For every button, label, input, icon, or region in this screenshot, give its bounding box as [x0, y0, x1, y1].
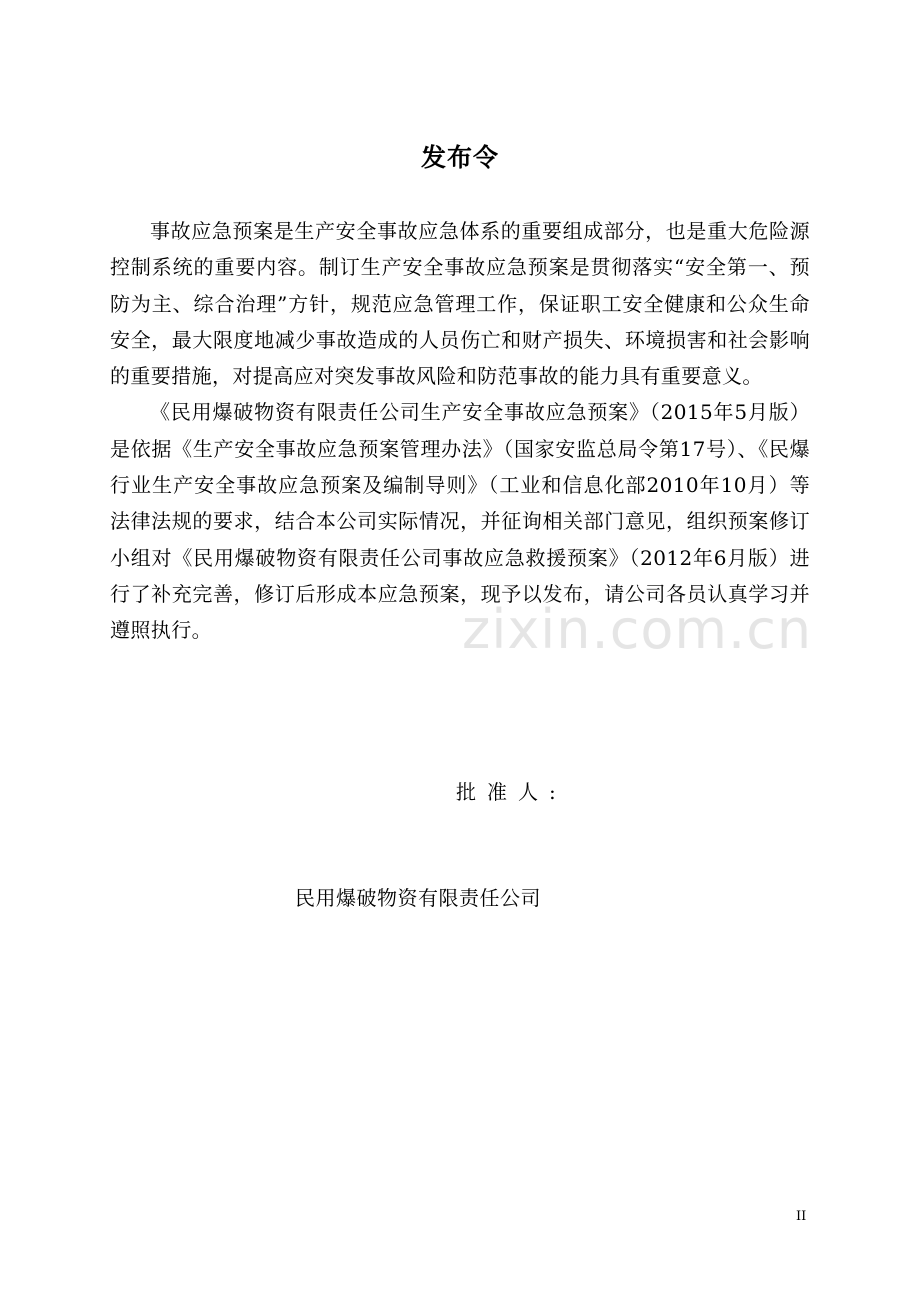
watermark-text: zixin.com.cn	[462, 598, 813, 661]
paragraph-2: 《民用爆破物资有限责任公司生产安全事故应急预案》（2015年5月版）是依据《生产安全事故应急预案管理办法》（国家安监总局令第17号）、《民爆行业生产安全事故应急预案及编制导则》（工业和信息化部2010年10月）等法律法规的要求，结合本公司实际情况，并征询相关部门意见，组织预案修订小组对《民用爆破物资有限责任公司事故应急救援预案》（2012年6月版）进行了补充完善，修订后形成本应急预案，现予以发布，请公司各员认真学习并遵照执行。	[110, 400, 810, 643]
approver-label: 批准人:	[456, 780, 567, 804]
document-body	[110, 213, 810, 649]
document-title: 发布令	[420, 143, 499, 172]
paragraph-1: 事故应急预案是生产安全事故应急体系的重要组成部分，也是重大危险源控制系统的重要内容。制订生产安全事故应急预案是贯彻落实“安全第一、预防为主、综合治理”方针，规范应急管理工作，保证职工安全健康和公众生命安全，最大限度地减少事故造成的人员伤亡和财产损失、环境损害和社会影响的重要措施，对提高应对突发事故风险和防范事故的能力具有重要意义。	[110, 219, 810, 389]
company-name: 民用爆破物资有限责任公司	[295, 886, 541, 910]
page-number: II	[796, 1209, 807, 1224]
